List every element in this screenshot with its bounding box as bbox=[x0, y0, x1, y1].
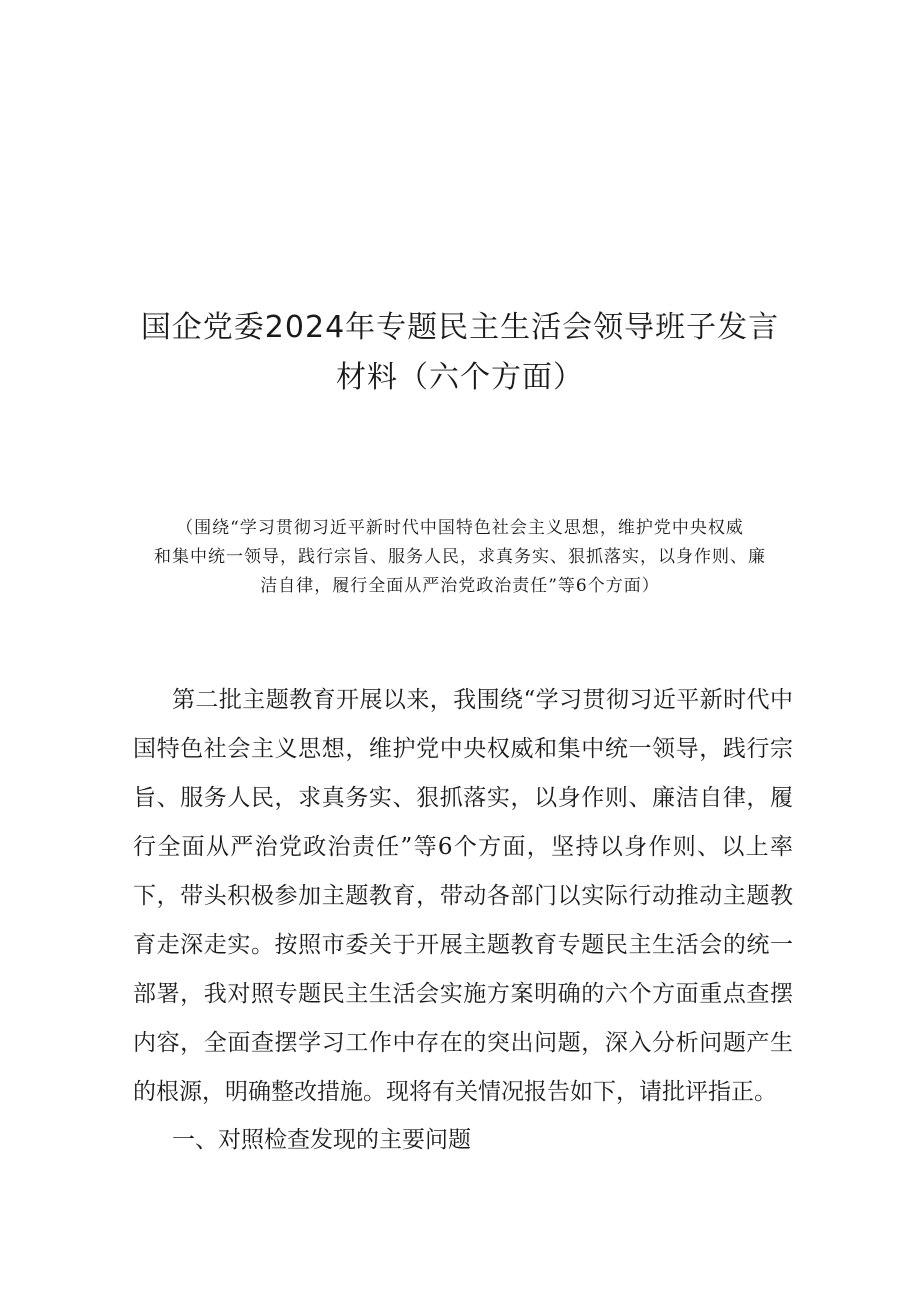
document-title bbox=[130, 303, 790, 403]
title-line-2: 材料（六个方面） bbox=[336, 360, 584, 395]
body-line-5: 下，带头积极参加主题教育，带动各部门以实际行动推动主题教 bbox=[133, 883, 793, 909]
document-subtitle bbox=[135, 514, 785, 601]
body-paragraph bbox=[133, 676, 793, 1117]
body-line-4: 行全面从严治党政治责任”等6个方面，坚持以身作则、以上率 bbox=[133, 834, 793, 860]
subtitle-line-3: 洁自律，履行全面从严治党政治责任”等6个方面） bbox=[260, 576, 660, 596]
body-line-7: 部署，我对照专题民主生活会实施方案明确的六个方面重点查摆 bbox=[133, 981, 793, 1007]
body-line-9: 的根源，明确整改措施。现将有关情况报告如下，请批评指正。 bbox=[133, 1079, 777, 1105]
title-line-1: 国企党委2024年专题民主生活会领导班子发言 bbox=[140, 310, 780, 345]
section-heading: 一、对照检查发现的主要问题 bbox=[172, 1127, 471, 1153]
body-line-3: 旨、服务人民，求真务实、狠抓落实，以身作则、廉洁自律，履 bbox=[133, 785, 793, 811]
body-line-8: 内容，全面查摆学习工作中存在的突出问题，深入分析问题产生 bbox=[133, 1030, 793, 1056]
subtitle-line-2: 和集中统一领导，践行宗旨、服务人民，求真务实、狠抓落实，以身作则、廉 bbox=[154, 547, 766, 567]
body-line-1: 第二批主题教育开展以来，我围绕“学习贯彻习近平新时代中 bbox=[172, 687, 793, 713]
body-line-2: 国特色社会主义思想，维护党中央权威和集中统一领导，践行宗 bbox=[133, 736, 793, 762]
subtitle-line-1: （围绕“学习贯彻习近平新时代中国特色社会主义思想，维护党中央权威 bbox=[176, 518, 744, 538]
body-line-6: 育走深走实。按照市委关于开展主题教育专题民主生活会的统一 bbox=[133, 932, 793, 958]
